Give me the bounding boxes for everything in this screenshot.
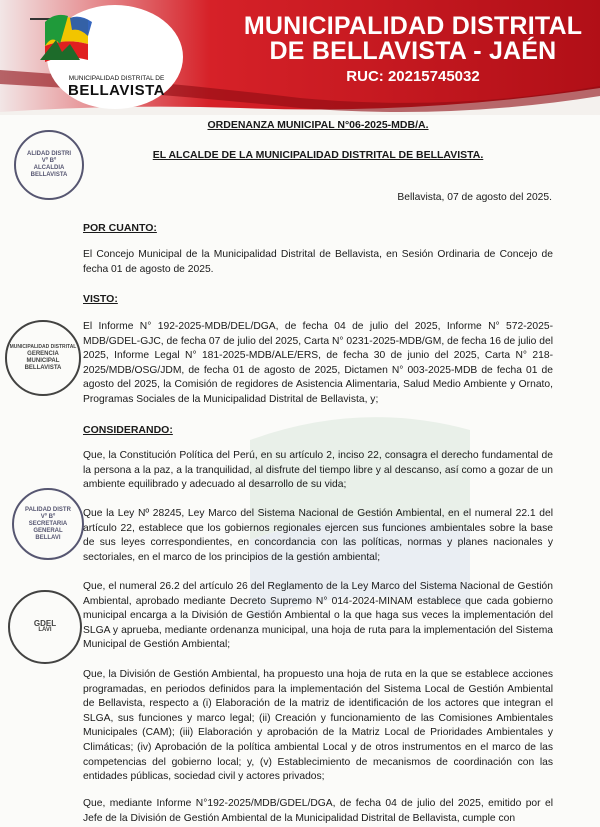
stamp-text: Vº Bº (41, 158, 57, 164)
logo-caption: MUNICIPALIDAD DISTRITAL DE (68, 75, 165, 82)
stamp-text: BELLAVISTA (24, 365, 62, 371)
stamp-text: LAVI (38, 627, 52, 633)
stamp-text: GENERAL (33, 527, 63, 534)
stamp-text: BELLAVI (35, 534, 61, 541)
stamp-text: ALCALDIA (33, 165, 65, 171)
document-date: Bellavista, 07 de agosto del 2025. (397, 192, 552, 203)
considerando-paragraph: Que la Ley Nº 28245, Ley Marco del Sistema Nacional de Gestión Ambiental, en el numeral 22.1 del artículo 22, establece que los gobiernos regionales ejercen sus funciones ambientales sobre la base de sus leyes correspondientes, en concordancia con las políticas, normas y planes nacionales y sectoriales, en el marco de los principios de la gestión ambiental; (83, 508, 553, 563)
stamp-text: GERENCIA (27, 351, 59, 357)
gdel-stamp (8, 590, 82, 664)
title-line-2: DE BELLAVISTA - JAÉN (269, 37, 557, 65)
municipality-title (238, 14, 588, 64)
title-line-1: MUNICIPALIDAD DISTRITAL (243, 12, 583, 40)
considerando-paragraph: Que, la Constitución Política del Perú, en su artículo 2, inciso 22, consagra el derecho fundamental de la persona a la paz, a la tranquilidad, al disfrute del tiempo libre y al descanso, así como a gozar de un ambiente equilibrado y adecuado al desarrollo de su vida; (83, 450, 553, 491)
considerando-paragraph: Que, el numeral 26.2 del artículo 26 del Reglamento de la Ley Marco del Sistema Nacional de Gestión Ambiental, aprobado mediante Decreto Supremo N° 014-2024-MINAM establece que cada gobierno municipal encarga a la División de Gestión Ambiental o la que haga sus veces la implementación del SLGA y aprueba, mediante ordenanza municipal, una hoja de ruta para la implementación del Sistema Municipal de Gestión Ambiental; (83, 581, 553, 651)
authority-heading: EL ALCALDE DE LA MUNICIPALIDAD DISTRITAL DE BELLAVISTA. (152, 149, 484, 161)
por-cuanto-text: El Concejo Municipal de la Municipalidad Distrital de Bellavista, en Sesión Ordinaria de Concejo de fecha 01 de agosto de 2025. (83, 249, 553, 275)
stamp-text: MUNICIPAL (26, 358, 60, 364)
secretaria-stamp (12, 488, 84, 560)
section-considerando: CONSIDERANDO: (83, 424, 173, 436)
section-visto: VISTO: (83, 293, 118, 305)
considerando-paragraph: Que, mediante Informe N°192-2025/MDB/GDEL/DGA, de fecha 04 de julio del 2025, emitido por el Jefe de la División de Gestión Ambiental de la Municipalidad Distrital de Bellavista, cumple con (83, 798, 553, 824)
logo-name: BELLAVISTA (68, 82, 165, 99)
stamp-text: ALIDAD DISTRI (27, 151, 71, 157)
stamp-text: PALIDAD DISTR (25, 506, 71, 513)
header-banner (0, 0, 600, 115)
stamp-text: MUNICIPALIDAD DISTRITAL (9, 344, 77, 350)
ordinance-number: ORDENANZA MUNICIPAL N°06-2025-MDB/A. (207, 119, 429, 131)
visto-text: El Informe N° 192-2025-MDB/DEL/DGA, de fecha 04 de julio del 2025, Informe N° 572-2025-MDB/GDEL-GJC, de fecha 07 de julio del 2025, Carta N° 0231-2025-MDB/GM, de fecha 16 de julio del 2025, Informe Legal N° 181-2025-MDB/ALE/ERS, de fecha 30 de junio del 2025, Carta N° 218-2025/MDB/OSG/JDM, de fecha 01 de agosto de 2025, Dictamen N° 003-2025-MDB de fecha 01 de agosto del 2025, la Comisión de regidores de Asistencia Alimentaria, Salud Medio Ambiente y Ornato, Programas Sociales de la Municipalidad Distrital de Bellavista, y; (83, 321, 554, 405)
stamp-text: BELLAVISTA (30, 172, 68, 178)
stamp-text: GDEL (33, 619, 57, 628)
section-por-cuanto: POR CUANTO: (83, 222, 157, 234)
alcaldia-stamp (14, 130, 84, 200)
gerencia-stamp (5, 320, 81, 396)
considerando-paragraph: Que, la División de Gestión Ambiental, ha propuesto una hoja de ruta en la que se establece acciones programadas, en periodos definidos para la implementación del Sistema Local de Gestión Ambiental de Bellavista, respecto a (i) Elaboración de la matriz de identificación de los actores que integran el SLGA, sus funciones y marco legal; (ii) Creación y funcionamiento de las Comisiones Ambientales Municipales (CAM); (iii) Elaboración y aprobación de la Matriz Local de Prioridades Ambientales y Climáticas; (iv) Aprobación de la política ambiental Local y de otros instrumentos en el marco de las competencias del gobierno local; y, (v) Establecimiento de mecanismos de coordinación con las entidades públicas, sociedad civil y actores privados; (83, 669, 553, 783)
stamp-text: Vº Bº (40, 513, 56, 520)
ruc-number: RUC: 20215745032 (346, 68, 480, 85)
stamp-text: SECRETARIA (28, 520, 68, 527)
